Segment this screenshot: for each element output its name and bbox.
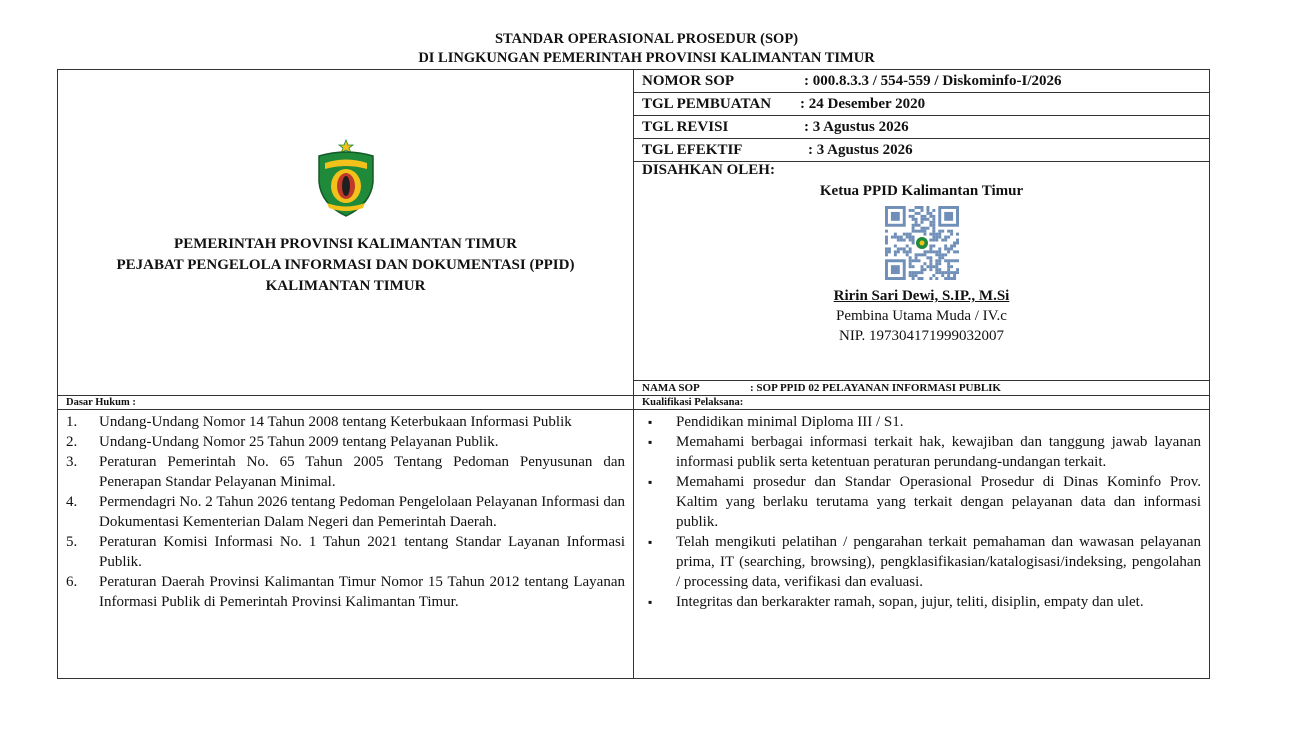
dasar-hukum-list: [66, 412, 625, 612]
signer-nip: NIP. 197304171999032007: [838, 328, 1004, 344]
list-item: [66, 412, 625, 432]
document-subtitle: DI LINGKUNGAN PEMERINTAH PROVINSI KALIMANTAN TIMUR: [418, 50, 875, 66]
org-name: [66, 234, 625, 297]
dasar-hukum-heading: Dasar Hukum :: [58, 396, 634, 410]
signer-name: Ririn Sari Dewi, S.IP., M.Si: [833, 288, 1010, 304]
tgl-pembuatan-value: : 24 Desember 2020: [800, 96, 926, 112]
list-text: Telah mengikuti pelatihan / pengarahan terkait pemahaman dan wawasan pelayanan prima, IT (searching, browsing), pengklasifikasian/katalogisasi/indeksing, pengolahan / processing data, verifikasi dan evaluasi.: [676, 534, 1201, 590]
list-item: [642, 472, 1201, 532]
emblem-icon: [313, 136, 379, 218]
list-text: Undang-Undang Nomor 14 Tahun 2008 tentang Keterbukaan Informasi Publik: [99, 414, 572, 430]
list-text: Peraturan Daerah Provinsi Kalimantan Timur Nomor 15 Tahun 2012 tentang Layanan Informasi Publik di Pemerintah Provinsi Kalimantan Timur.: [99, 574, 625, 610]
bullet-icon: ▪: [648, 535, 653, 549]
qr-code-icon: [885, 206, 959, 280]
org-line-1: PEMERINTAH PROVINSI KALIMANTAN TIMUR: [174, 236, 517, 252]
bullet-icon: ▪: [648, 415, 653, 429]
list-text: Undang-Undang Nomor 25 Tahun 2009 tentang Pelayanan Publik.: [99, 434, 499, 450]
list-text: Permendagri No. 2 Tahun 2026 tentang Pedoman Pengelolaan Pelayanan Informasi dan Dokumentasi Kementerian Dalam Negeri dan Pemerintah Daerah.: [99, 494, 625, 530]
list-text: Peraturan Pemerintah No. 65 Tahun 2005 Tentang Pedoman Penyusunan dan Penerapan Standar Pelayanan Minimal.: [99, 454, 625, 490]
list-item: [66, 572, 625, 612]
org-cell: [58, 70, 634, 396]
tgl-revisi-value: : 3 Agustus 2026: [804, 119, 909, 135]
nomor-sop-label: NOMOR SOP: [642, 73, 735, 89]
list-number: 3.: [66, 454, 78, 470]
bullet-icon: ▪: [648, 435, 653, 449]
nama-sop-row: [634, 381, 1210, 396]
tgl-revisi-row: [634, 116, 1210, 139]
signer-rank: Pembina Utama Muda / IV.c: [836, 308, 1007, 324]
tgl-efektif-value: : 3 Agustus 2026: [808, 142, 913, 158]
list-item: [642, 532, 1201, 592]
nomor-sop-row: [634, 70, 1210, 93]
list-item: [66, 432, 625, 452]
tgl-efektif-label: TGL EFEKTIF: [642, 142, 743, 158]
list-item: [66, 452, 625, 492]
list-item: [66, 532, 625, 572]
tgl-revisi-label: TGL REVISI: [642, 119, 729, 135]
nama-sop-label: NAMA SOP: [642, 382, 700, 394]
bullet-icon: ▪: [648, 595, 653, 609]
kualifikasi-cell: [634, 410, 1210, 679]
org-line-2: PEJABAT PENGELOLA INFORMASI DAN DOKUMENTASI (PPID): [116, 257, 575, 273]
signature-block: [642, 183, 1201, 345]
document-title: STANDAR OPERASIONAL PROSEDUR (SOP): [494, 31, 799, 47]
list-text: Integritas dan berkarakter ramah, sopan, jujur, teliti, disiplin, empaty dan ulet.: [676, 594, 1144, 610]
disahkan-label: DISAHKAN OLEH:: [642, 162, 775, 178]
kualifikasi-heading: Kualifikasi Pelaksana:: [634, 396, 1210, 410]
list-number: 2.: [66, 434, 78, 450]
list-text: Pendidikan minimal Diploma III / S1.: [676, 414, 904, 430]
nomor-sop-value: : 000.8.3.3 / 554-559 / Diskominfo-I/2026: [804, 73, 1062, 89]
list-item: [642, 412, 1201, 432]
list-number: 4.: [66, 494, 78, 510]
list-text: Memahami berbagai informasi terkait hak, kewajiban dan tanggung jawab layanan informasi publik serta ketentuan peraturan perundang-undangan terkait.: [676, 434, 1201, 470]
signer-role: Ketua PPID Kalimantan Timur: [819, 183, 1024, 199]
disahkan-cell: [634, 162, 1210, 381]
dasar-hukum-cell: [58, 410, 634, 679]
kaltim-emblem: [66, 136, 625, 218]
nama-sop-value: : SOP PPID 02 PELAYANAN INFORMASI PUBLIK: [750, 382, 1001, 394]
list-text: Peraturan Komisi Informasi No. 1 Tahun 2021 tentang Standar Layanan Informasi Publik.: [99, 534, 625, 570]
list-number: 5.: [66, 534, 78, 550]
list-item: [66, 492, 625, 532]
tgl-efektif-row: [634, 139, 1210, 162]
list-text: Memahami prosedur dan Standar Operasional Prosedur di Dinas Kominfo Prov. Kaltim yang berlaku terutama yang terkait dengan pelayanan data dan informasi publik.: [676, 474, 1201, 530]
org-line-3: KALIMANTAN TIMUR: [265, 278, 426, 294]
tgl-pembuatan-label: TGL PEMBUATAN: [642, 96, 772, 112]
tgl-pembuatan-row: [634, 93, 1210, 116]
list-number: 1.: [66, 414, 78, 430]
list-number: 6.: [66, 574, 78, 590]
list-item: [642, 432, 1201, 472]
sop-table: [57, 69, 1210, 679]
kualifikasi-list: [642, 412, 1201, 612]
list-item: [642, 592, 1201, 612]
bullet-icon: ▪: [648, 475, 653, 489]
